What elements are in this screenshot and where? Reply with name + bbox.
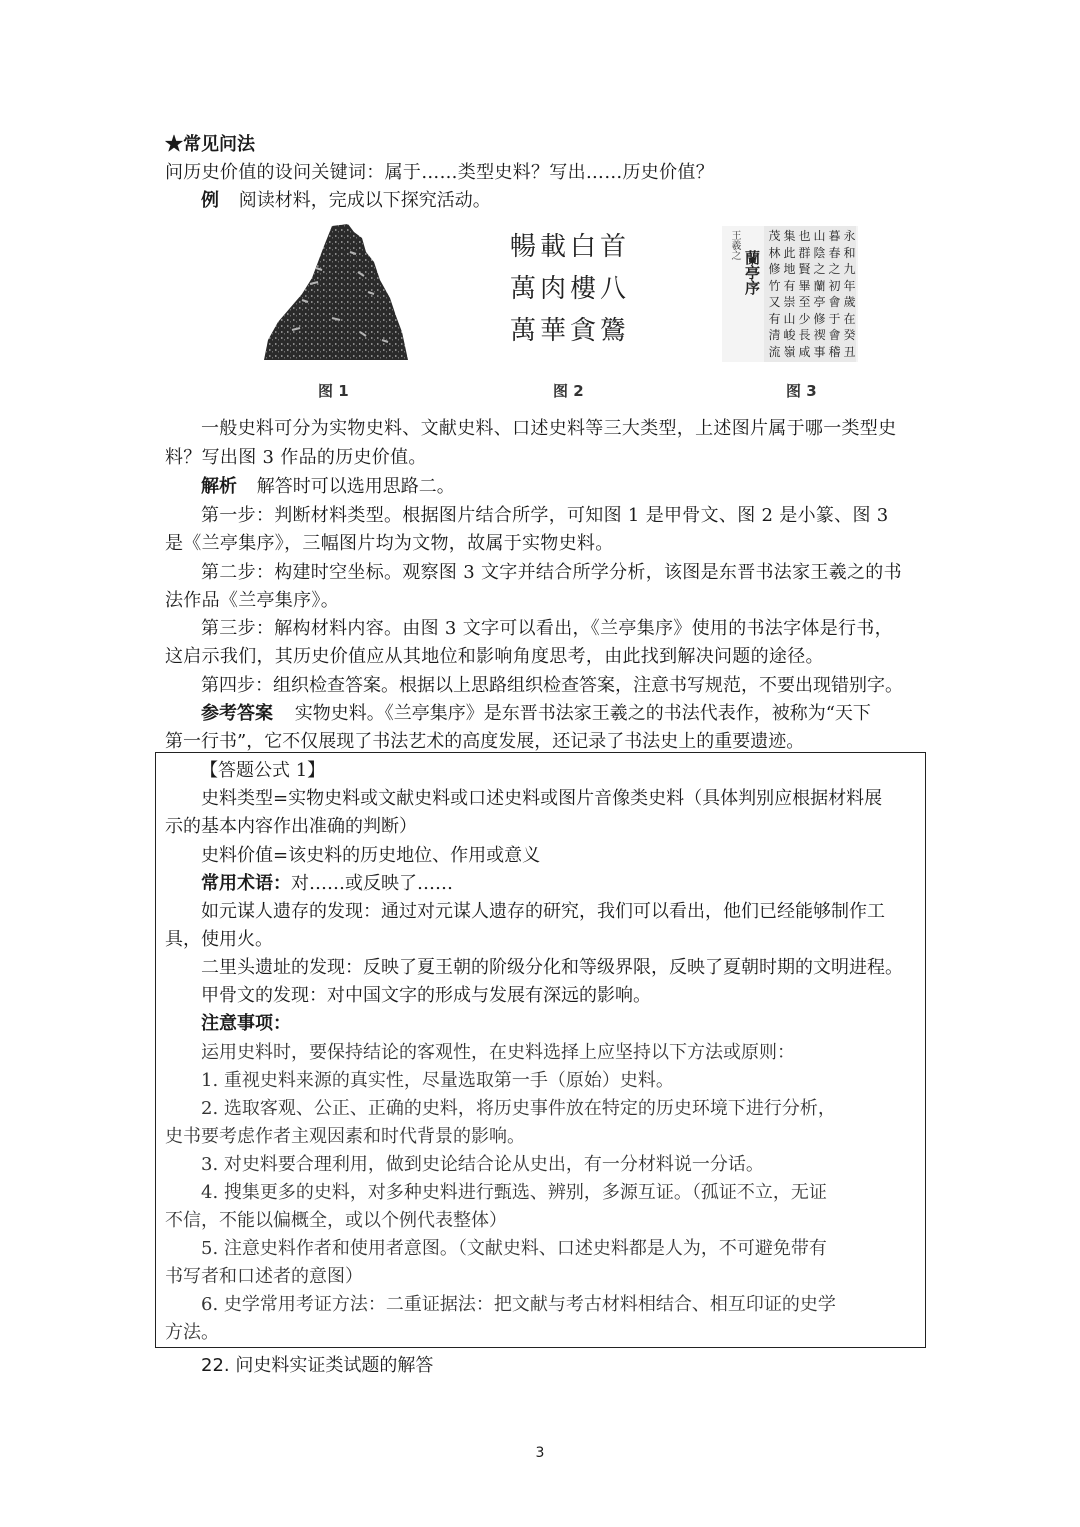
note-5-line-1: 5. 注意史料作者和使用者意图。（文献史料、口述史料都是人为，不可避免带有 [201, 1238, 827, 1259]
lanting-char: 和 [843, 245, 856, 260]
step2-line-1: 第二步：构建时空坐标。观察图 3 文字并结合所学分析，该图是东晋书法家王羲之的书 [201, 562, 902, 583]
note-6-line-1: 6. 史学常用考证方法：二重证据法：把文献与考古材料相结合、相互印证的史学 [201, 1294, 836, 1315]
lanting-char: 有 [783, 278, 796, 293]
lanting-title: 蘭亭序 [743, 250, 761, 295]
lanting-column [768, 228, 781, 360]
example-label: 例 [201, 190, 219, 211]
lanting-char: 崇 [783, 295, 796, 309]
lanting-char: 至 [798, 295, 811, 309]
step4-line: 第四步：组织检查答案。根据以上思路组织检查答案，注意书写规范，不要出现错别字。 [201, 675, 903, 696]
answer-label: 参考答案 [201, 703, 273, 724]
analysis-line [165, 476, 925, 498]
lanting-column [813, 228, 826, 360]
lanting-char: 丑 [843, 344, 856, 359]
lanting-char: 也 [798, 229, 811, 243]
lanting-char: 林 [768, 245, 781, 260]
step1-line-2: 是《兰亭集序》，三幅图片均为文物，故属于实物史料。 [165, 533, 614, 554]
seal-char: 八 [599, 274, 626, 304]
oracle-bone-rubbing-icon [262, 222, 410, 362]
lanting-column [798, 228, 811, 360]
analysis-text: 解答时可以选用思路二。 [256, 476, 455, 497]
terms-line [165, 873, 925, 895]
figure-3-caption: 图 3 [786, 382, 817, 400]
lanting-column [783, 228, 796, 360]
lanting-char: 咸 [798, 344, 811, 359]
note-4-line-2: 不信，不能以偏概全，或以个例代表整体） [165, 1210, 507, 1231]
formula-type-line-2: 示的基本内容作出准确的判断） [165, 816, 417, 837]
lanting-char: 禊 [813, 328, 826, 342]
analysis-label: 解析 [201, 476, 237, 497]
formula-value: 史料价值=该史料的历史地位、作用或意义 [201, 845, 541, 866]
page-number: 3 [535, 1445, 545, 1461]
note-4-line-1: 4. 搜集更多的史料，对多种史料进行甄选、辨别，多源互证。（孤证不立，无证 [201, 1182, 827, 1203]
lanting-char: 會 [828, 328, 841, 342]
note-5-line-2: 书写者和口述者的意图） [165, 1266, 363, 1287]
lanting-char: 歲 [843, 295, 856, 309]
figure-2-caption: 图 2 [553, 382, 584, 400]
next-section-heading [165, 1355, 925, 1377]
lanting-char: 修 [813, 311, 826, 326]
lanting-author: 王羲之 [729, 230, 740, 260]
lanting-char: 有 [768, 311, 781, 326]
lanting-char: 之 [813, 262, 826, 276]
lanting-char: 蘭 [813, 278, 826, 293]
question-line-2: 料？写出图 3 作品的历史价值。 [165, 447, 427, 468]
note-2-line-2: 史书要考虑作者主观因素和时代背景的影响。 [165, 1126, 525, 1147]
lanting-char: 春 [828, 245, 841, 260]
lanting-char: 茂 [768, 229, 781, 243]
lanting-char: 此 [783, 245, 796, 260]
step3-line-1: 第三步：解构材料内容。由图 3 文字可以看出，《兰亭集序》使用的书法字体是行书， [201, 618, 893, 639]
seal-char: 萬 [509, 274, 536, 304]
example-2: 二里头遗址的发现：反映了夏王朝的阶级分化和等级界限，反映了夏朝时期的文明进程。 [201, 957, 903, 978]
lanting-char: 少 [798, 311, 811, 326]
example-1-line-1: 如元谋人遗存的发现：通过对元谋人遗存的研究，我们可以看出，他们已经能够制作工 [201, 901, 885, 922]
lanting-char: 于 [828, 311, 841, 326]
lanting-char: 長 [798, 328, 811, 342]
seal-char: 暢 [509, 232, 536, 262]
next-section-text: 22. 问史料实证类试题的解答 [201, 1355, 434, 1376]
notes-label: 注意事项： [201, 1013, 291, 1034]
lanting-column [828, 228, 841, 360]
lanting-char: 又 [768, 295, 781, 309]
seal-char: 白 [569, 232, 596, 262]
lanting-char: 山 [783, 311, 796, 326]
example-3: 甲骨文的发现：对中国文字的形成与发展有深远的影响。 [201, 985, 651, 1006]
answer-line-1 [165, 703, 925, 725]
lanting-char: 群 [798, 245, 811, 260]
note-3: 3. 对史料要合理利用，做到史论结合论从史出，有一分材料说一分话。 [201, 1154, 764, 1175]
lanting-calligraphy-icon [722, 226, 858, 362]
lanting-char: 癸 [843, 328, 856, 342]
seal-char: 華 [539, 316, 566, 346]
lanting-char: 集 [783, 229, 796, 243]
step3-line-2: 这启示我们，其历史价值应从其地位和影响角度思考，由此找到解决问题的途径。 [165, 646, 824, 667]
lanting-char: 陰 [813, 245, 826, 260]
lanting-char: 之 [828, 262, 841, 276]
note-6-line-2: 方法。 [165, 1322, 219, 1343]
seal-char: 樓 [569, 274, 596, 304]
lanting-char: 暮 [828, 229, 841, 243]
lanting-char: 在 [843, 311, 856, 326]
lanting-char: 竹 [768, 278, 781, 293]
example-1-line-2: 具，使用火。 [165, 929, 273, 950]
lanting-char: 賢 [798, 262, 811, 276]
lanting-char: 亭 [813, 295, 826, 309]
answer-line-2: 第一行书”，它不仅展现了书法艺术的高度发展，还记录了书法史上的重要遗迹。 [165, 731, 805, 752]
lanting-column [843, 228, 856, 360]
formula-title-text: 【答题公式 1】 [200, 760, 326, 781]
figure-1-caption: 图 1 [318, 382, 349, 400]
step1-line-1: 第一步：判断材料类型。根据图片结合所学，可知图 1 是甲骨文、图 2 是小篆、图 3 [201, 505, 889, 526]
lanting-char: 永 [843, 229, 856, 243]
lanting-char: 初 [828, 278, 841, 293]
formula-title [166, 760, 926, 782]
lanting-char: 九 [843, 262, 856, 276]
seal-char: 萬 [509, 316, 536, 346]
answer-text-1: 实物史料。《兰亭集序》是东晋书法家王羲之的书法代表作，被称为“天下 [294, 703, 871, 724]
lanting-char: 年 [843, 278, 856, 293]
lanting-char: 會 [828, 295, 841, 309]
seal-char: 首 [599, 232, 626, 262]
lanting-char: 嶺 [783, 344, 796, 359]
seal-char: 貪 [569, 316, 596, 346]
lanting-char: 畢 [798, 278, 811, 293]
example-text: 阅读材料，完成以下探究活动。 [238, 190, 491, 211]
terms-label: 常用术语： [201, 873, 291, 894]
lanting-char: 修 [768, 262, 781, 276]
seal-char: 鷟 [599, 316, 626, 346]
step2-line-2: 法作品《兰亭集序》。 [165, 590, 339, 611]
formula-type-line-1: 史料类型=实物史料或文献史料或口述史料或图片音像类史料（具体判别应根据材料展 [201, 788, 883, 809]
notes-intro: 运用史料时，要保持结论的客观性，在史料选择上应坚持以下方法或原则： [201, 1042, 795, 1063]
question-line-1: 一般史料可分为实物史料、文献史料、口述史料等三大类型，上述图片属于哪一类型史 [201, 418, 897, 439]
terms-text: 对……或反映了…… [291, 873, 453, 894]
notes-label-line [165, 1013, 925, 1035]
note-1: 1. 重视史料来源的真实性，尽量选取第一手（原始）史料。 [201, 1070, 674, 1091]
lanting-char: 清 [768, 328, 781, 342]
lanting-char: 流 [768, 344, 781, 359]
note-2-line-1: 2. 选取客观、公正、正确的史料，将历史事件放在特定的历史环境下进行分析， [201, 1098, 836, 1119]
seal-char: 肉 [539, 274, 566, 304]
seal-script-figure-icon [500, 226, 628, 358]
lanting-char: 山 [813, 229, 826, 243]
lanting-char: 事 [813, 344, 826, 359]
question-keywords: 问历史价值的设问关键词：属于……类型史料？写出……历史价值？ [165, 162, 714, 183]
lanting-char: 稽 [828, 344, 841, 359]
example-line [165, 190, 925, 212]
seal-char: 載 [539, 232, 566, 262]
lanting-char: 峻 [783, 328, 796, 342]
lanting-char: 地 [783, 262, 796, 276]
section-heading: ★常见问法 [165, 134, 255, 155]
